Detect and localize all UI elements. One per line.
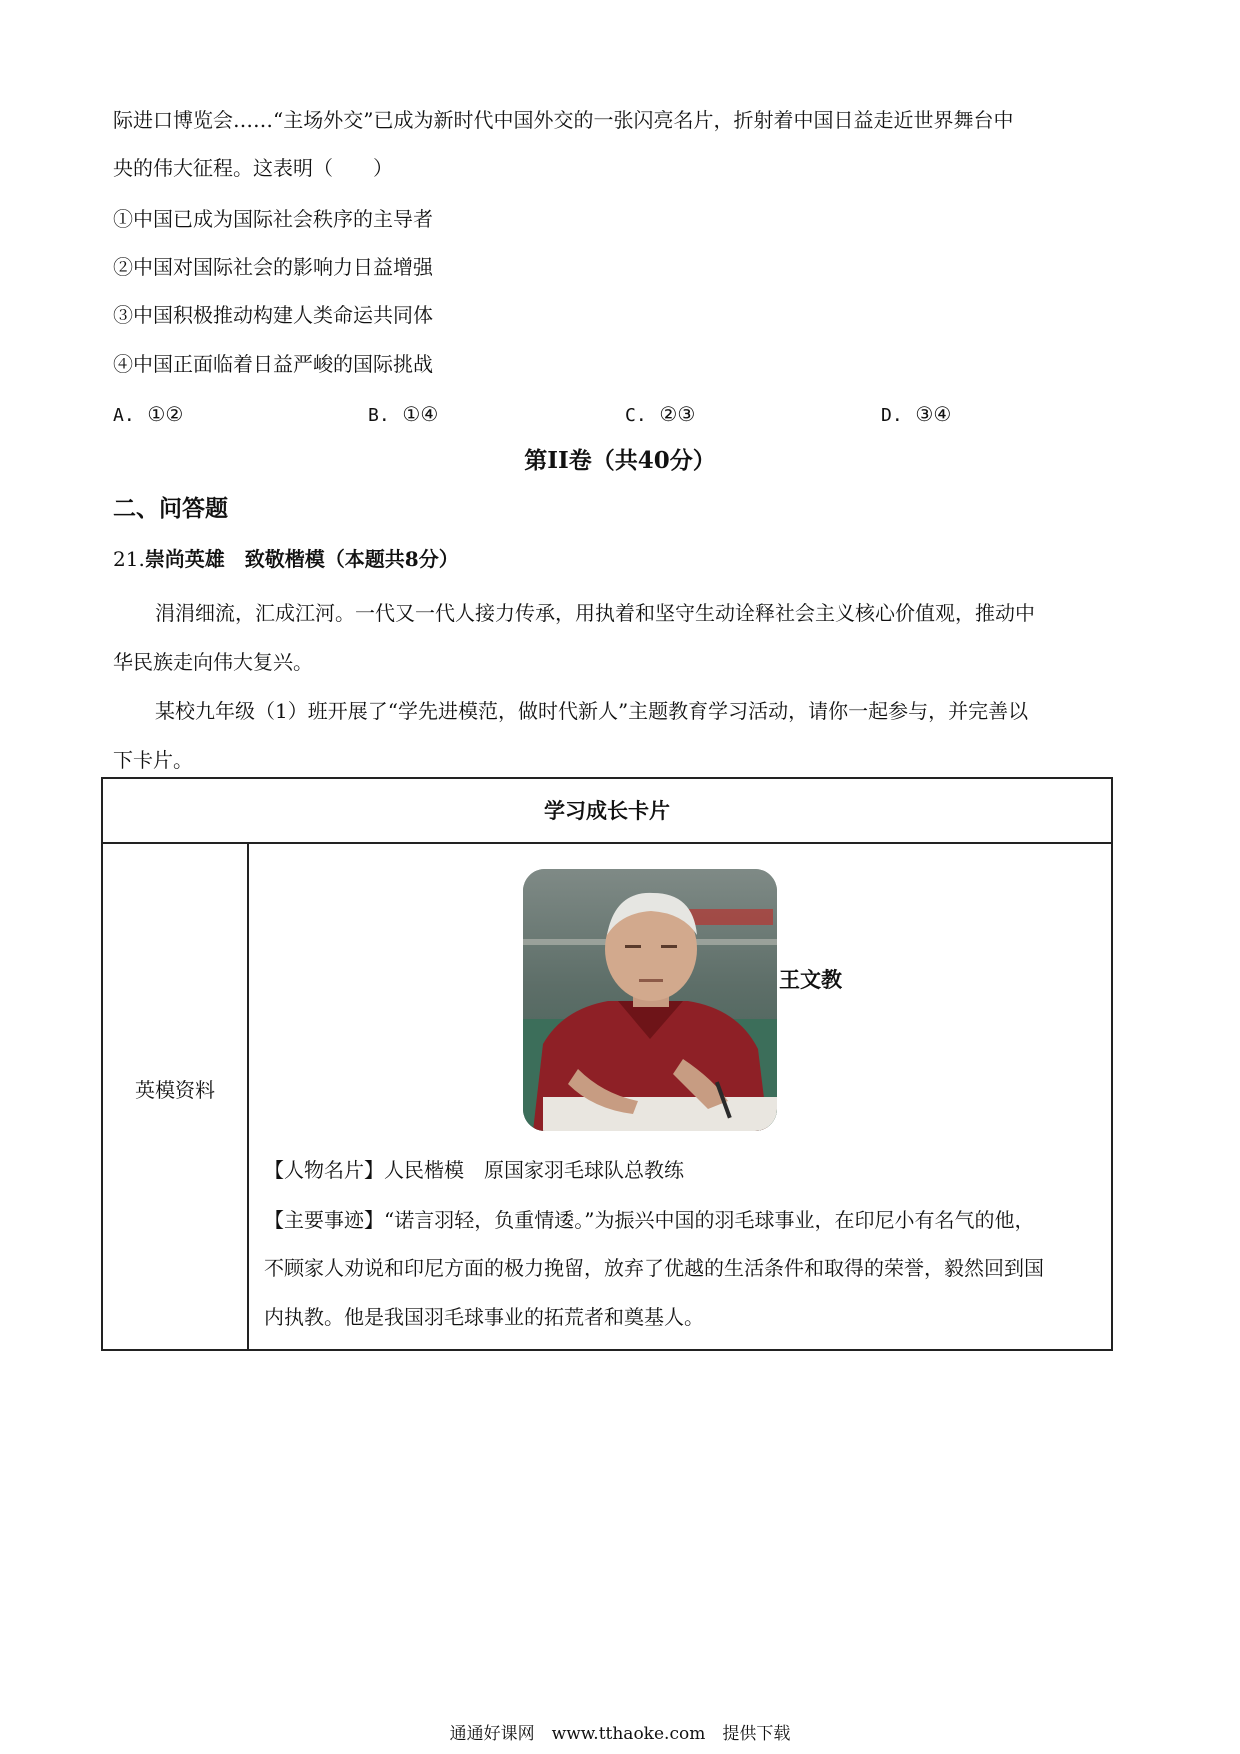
profile-line: 【人物名片】人民楷模 原国家羽毛球队总教练 — [264, 1158, 684, 1182]
paragraph-2-line: 某校九年级（1）班开展了“学先进模范，做时代新人”主题教育学习活动，请你一起参与，并完善以 — [155, 699, 1029, 723]
card-row-label-cell — [103, 844, 249, 1351]
card-row-label: 英模资料 — [135, 1078, 215, 1102]
question-heading: 崇尚英雄 致敬楷模（本题共8分） — [144, 547, 459, 571]
card-content-cell — [249, 844, 1113, 1351]
paragraph-2-line: 下卡片。 — [113, 748, 193, 772]
portrait-illustration — [523, 869, 777, 1131]
part-title: 二、问答题 — [113, 495, 228, 522]
paragraph-1-line: 涓涓细流，汇成江河。一代又一代人接力传承，用执着和坚守生动诠释社会主义核心价值观，推动中 — [155, 601, 1035, 625]
learning-card-table — [101, 777, 1113, 1351]
paragraph-1-line: 华民族走向伟大复兴。 — [113, 650, 313, 674]
question-text-line: 央的伟大征程。这表明（ ） — [113, 156, 393, 180]
statement-2: ②中国对国际社会的影响力日益增强 — [113, 255, 433, 279]
option-text: ③④ — [915, 402, 952, 426]
deeds-line: 【主要事迹】“诺言羽轻，负重情逶。”为振兴中国的羽毛球事业，在印尼小有名气的他， — [264, 1208, 1035, 1232]
option-letter: C. — [625, 405, 647, 426]
option-text: ②③ — [659, 402, 696, 426]
option-b — [368, 400, 438, 430]
statement-1: ①中国已成为国际社会秩序的主导者 — [113, 207, 433, 231]
deeds-line: 不顾家人劝说和印尼方面的极力挽留，放弃了优越的生活条件和取得的荣誉，毅然回到国 — [264, 1256, 1044, 1280]
question-text-line: 际进口博览会……“主场外交”已成为新时代中国外交的一张闪亮名片，折射着中国日益走近世界舞台中 — [113, 108, 1014, 132]
section-title: 第II卷（共40分） — [524, 447, 716, 474]
option-text: ①④ — [402, 402, 439, 426]
page-footer: 通通好课网 www.tthaoke.com 提供下载 — [449, 1724, 791, 1744]
statement-4: ④中国正面临着日益严峻的国际挑战 — [113, 352, 433, 376]
option-c — [625, 400, 695, 430]
option-letter: B. — [368, 405, 390, 426]
option-d — [881, 400, 951, 430]
option-text: ①② — [147, 402, 184, 426]
person-name: 王文教 — [779, 967, 842, 992]
card-title: 学习成长卡片 — [103, 779, 1111, 844]
option-a — [113, 400, 183, 430]
option-letter: A. — [113, 405, 135, 426]
deeds-line: 内执教。他是我国羽毛球事业的拓荒者和奠基人。 — [264, 1305, 704, 1329]
option-letter: D. — [881, 405, 903, 426]
portrait-photo — [523, 869, 777, 1131]
statement-3: ③中国积极推动构建人类命运共同体 — [113, 303, 433, 327]
answer-options — [113, 400, 1013, 428]
question-21-title — [113, 545, 459, 573]
question-number: 21. — [113, 547, 145, 571]
